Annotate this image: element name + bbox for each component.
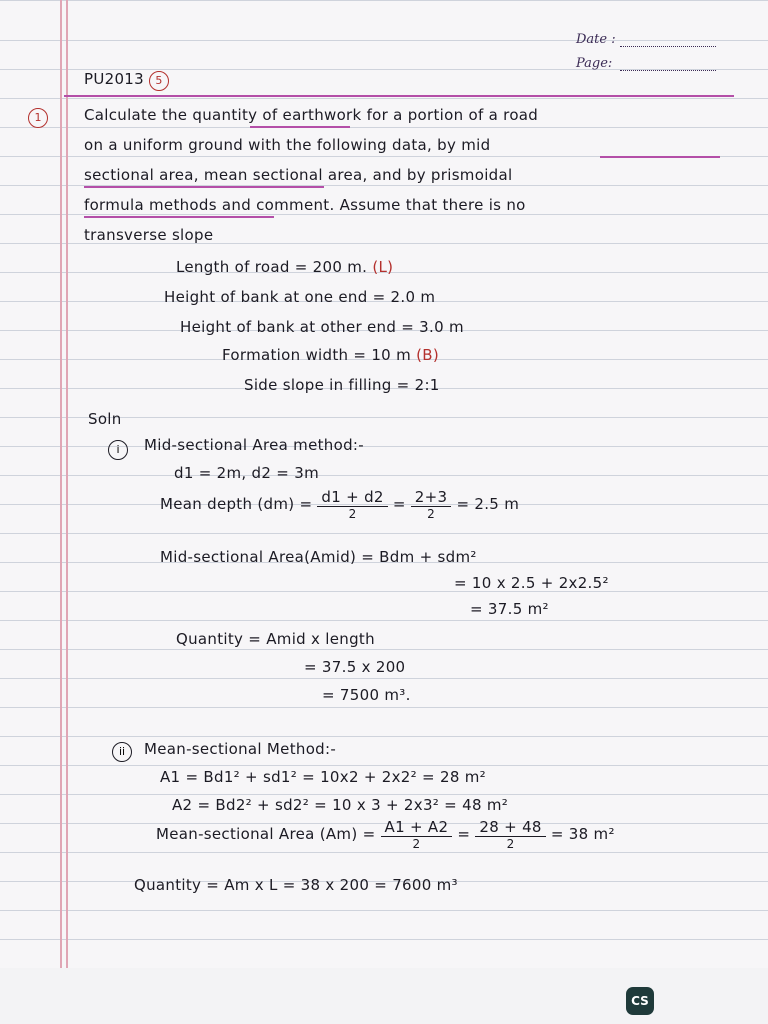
part2-qty-line: Quantity = Am x L = 38 x 200 = 7600 m³ (134, 876, 458, 894)
page-line (620, 70, 716, 71)
mean-depth-denominator-2: 2 (427, 507, 436, 521)
part1-qty-line-1: Quantity = Amid x length (176, 630, 375, 648)
reference-mark: 5 (149, 71, 169, 91)
mean-area-numerator: A1 + A2 (381, 818, 453, 837)
part2-number: ii (112, 742, 132, 762)
reference-text: PU2013 (84, 70, 144, 88)
solution-label: Soln (88, 410, 122, 428)
mean-area-denominator: 2 (412, 837, 421, 851)
highlight-sectional (84, 186, 324, 188)
data-formation-mark: (B) (416, 346, 439, 364)
question-line-2: on a uniform ground with the following data, by mid (84, 136, 491, 154)
data-formation-text: Formation width = 10 m (222, 346, 411, 364)
mean-depth-equals: = (392, 495, 406, 513)
mean-area-numerator-2: 28 + 48 (475, 818, 545, 837)
margin-line-left-2 (66, 0, 68, 968)
data-length-mark: (L) (372, 258, 394, 276)
margin-line-left (60, 0, 62, 968)
mean-area-lhs: Mean-sectional Area (Am) = (156, 825, 376, 843)
mean-depth-result: = 2.5 m (456, 495, 520, 513)
data-height-one: Height of bank at one end = 2.0 m (164, 288, 436, 306)
part1-qty-line-2: = 37.5 x 200 (304, 658, 406, 676)
question-top-rule (64, 95, 734, 97)
part2-a2-line: A2 = Bd2² + sd2² = 10 x 3 + 2x3² = 48 m² (172, 796, 509, 814)
mid-area-line-3: = 37.5 m² (470, 600, 549, 618)
question-line-4: formula methods and comment. Assume that there is no (84, 196, 526, 214)
date-line (620, 46, 716, 47)
mean-area-fraction (381, 818, 453, 851)
page-label: Page: (576, 56, 613, 71)
camscanner-logo: CS (626, 987, 654, 1015)
data-side-slope: Side slope in filling = 2:1 (244, 376, 440, 394)
highlight-quantity (250, 126, 350, 128)
mean-area-denominator-2: 2 (506, 837, 515, 851)
data-length (176, 258, 393, 276)
question-line-5: transverse slope (84, 226, 214, 244)
question-line-1: Calculate the quantity of earthwork for a portion of a road (84, 106, 539, 124)
mean-depth-fraction (317, 488, 387, 521)
part1-number: i (108, 440, 128, 460)
mean-depth-fraction-2 (411, 488, 452, 521)
question-number: 1 (28, 108, 48, 128)
part1-qty-line-3: = 7500 m³. (322, 686, 411, 704)
mean-depth-denominator: 2 (348, 507, 357, 521)
part1-title: Mid-sectional Area method:- (144, 436, 364, 454)
mean-depth-numerator: d1 + d2 (317, 488, 387, 507)
part2-title: Mean-sectional Method:- (144, 740, 337, 758)
part1-depths: d1 = 2m, d2 = 3m (174, 464, 319, 482)
mean-area-equals: = (457, 825, 471, 843)
mean-area-fraction-2 (475, 818, 545, 851)
mean-area-line (156, 818, 615, 851)
mid-area-line-1: Mid-sectional Area(Amid) = Bdm + sdm² (160, 548, 477, 566)
data-height-other: Height of bank at other end = 3.0 m (180, 318, 464, 336)
mean-depth-line (160, 488, 519, 521)
question-line-3: sectional area, mean sectional area, and by prismoidal (84, 166, 513, 184)
mean-area-result: = 38 m² (550, 825, 615, 843)
date-label: Date : (576, 32, 616, 47)
highlight-formula (84, 216, 274, 218)
data-formation (222, 346, 439, 364)
mean-depth-numerator-2: 2+3 (411, 488, 452, 507)
mid-area-line-2: = 10 x 2.5 + 2x2.5² (454, 574, 609, 592)
reference (84, 70, 169, 91)
data-length-text: Length of road = 200 m. (176, 258, 368, 276)
part2-a1-line: A1 = Bd1² + sd1² = 10x2 + 2x2² = 28 m² (160, 768, 486, 786)
mean-depth-lhs: Mean depth (dm) = (160, 495, 313, 513)
highlight-mid (600, 156, 720, 158)
